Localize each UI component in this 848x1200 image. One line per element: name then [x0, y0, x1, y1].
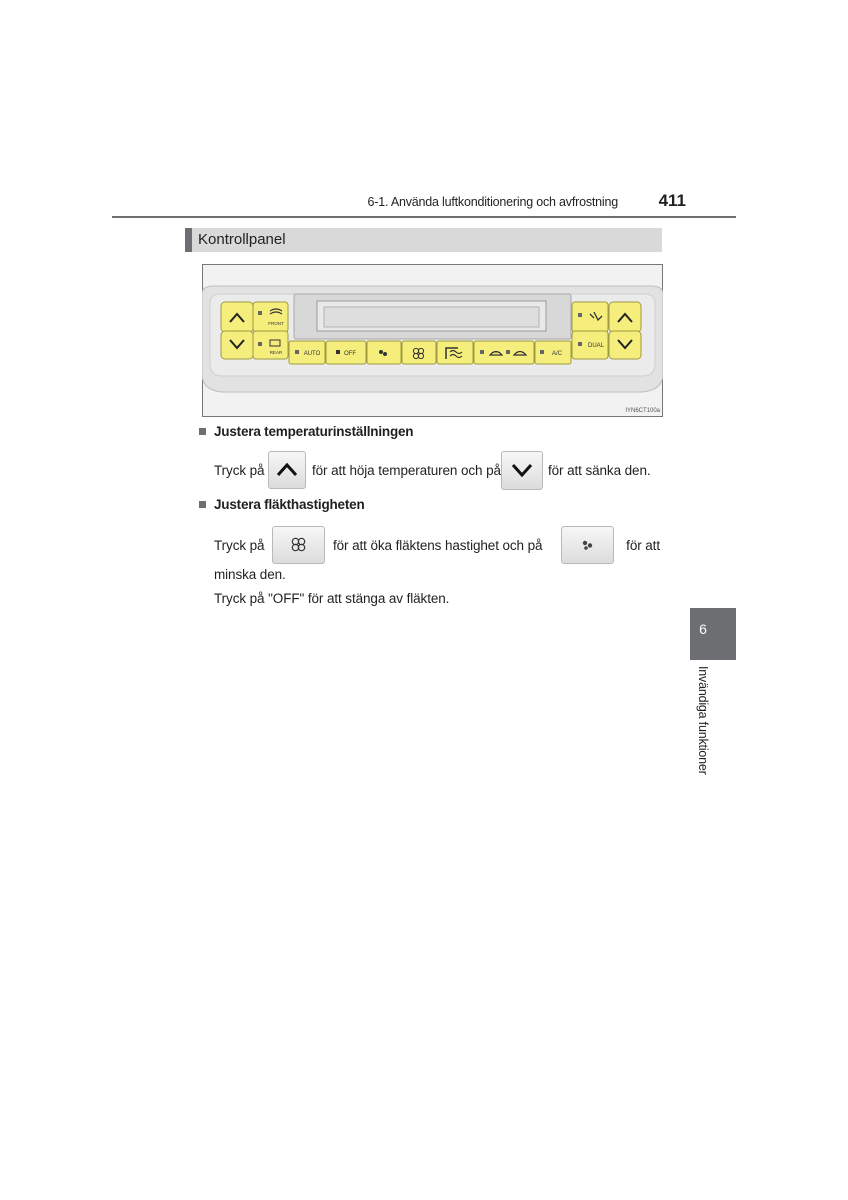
running-header-title: 6-1. Använda luftkonditionering och avfrostning: [367, 195, 618, 209]
bullet-square: [199, 501, 206, 508]
auto-label: AUTO: [303, 351, 321, 357]
section-title: Kontrollpanel: [198, 231, 286, 248]
dual-label: DUAL: [587, 343, 605, 349]
chevron-down-icon: [502, 452, 542, 489]
fan-text-continued: minska den.: [214, 567, 286, 582]
fan-increase-button-image: [272, 526, 325, 564]
fan-heading: Justera fläkthastigheten: [214, 497, 365, 512]
ac-label: A/C: [551, 351, 563, 357]
fan-text-middle: för att öka fläktens hastighet och på: [333, 538, 543, 553]
temperature-heading: Justera temperaturinställningen: [214, 424, 414, 439]
chapter-label: Invändiga funktioner: [696, 666, 710, 775]
fan-off-note: Tryck på "OFF" för att stänga av fläkten.: [214, 591, 450, 606]
bullet-square: [199, 428, 206, 435]
header-divider: [112, 216, 736, 218]
chapter-number: 6: [699, 621, 707, 637]
fan-decrease-button-image: [561, 526, 614, 564]
panel-right-temp-buttons: [609, 302, 641, 359]
temp-text-middle: för att höja temperaturen och på: [312, 463, 501, 478]
temp-text-before: Tryck på: [214, 463, 265, 478]
temp-up-button-image: [268, 451, 306, 489]
fan-text-before: Tryck på: [214, 538, 265, 553]
fan-text-after: för att: [626, 538, 660, 553]
temp-text-after: för att sänka den.: [548, 463, 651, 478]
panel-left-temp-buttons: [221, 302, 253, 359]
control-panel-illustration: [202, 264, 663, 417]
figure-code: IYN6CT100a: [625, 408, 660, 414]
rear-label: REAR: [269, 350, 283, 355]
fan-low-icon: [562, 527, 613, 563]
page-number: 411: [658, 191, 686, 210]
temp-down-button-image: [501, 451, 543, 490]
fan-high-icon: [273, 527, 324, 563]
off-label: OFF: [344, 351, 356, 357]
chevron-up-icon: [269, 452, 305, 488]
section-heading-accent: [185, 228, 192, 252]
front-label: FRONT: [268, 321, 284, 326]
